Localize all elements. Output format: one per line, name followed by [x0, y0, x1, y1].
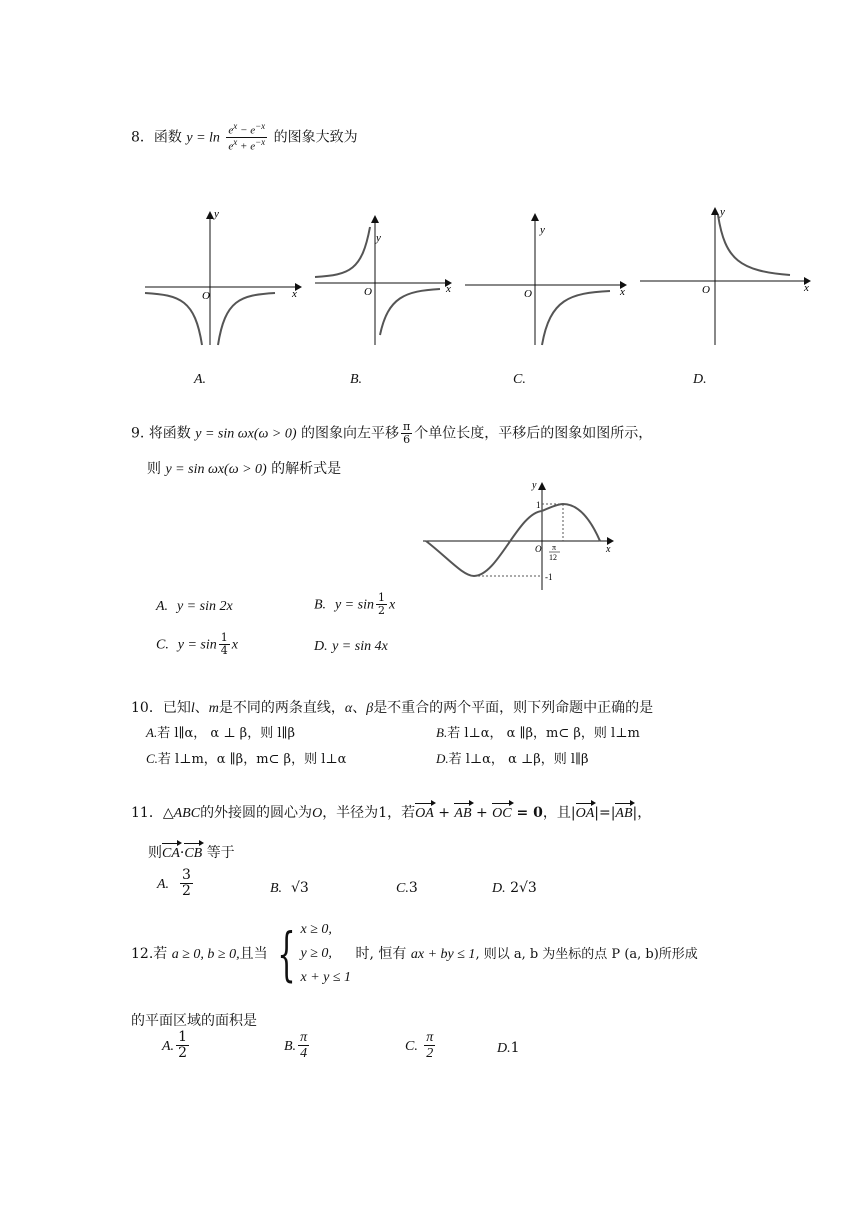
q8-stem [131, 122, 358, 153]
vector-oc: OC [492, 806, 512, 821]
q8-c-o-label: O [524, 288, 532, 300]
q8-option-d[interactable]: D. [693, 372, 707, 387]
vector-ab: AB [454, 806, 472, 821]
q8-option-b[interactable]: B. [350, 372, 363, 387]
q12-option-c[interactable]: C. $\frac{\pi}{2}$ [405, 1030, 434, 1062]
q12-option-d[interactable]: D.1 [497, 1040, 520, 1056]
q11-stem: 11．△ABC的外接圆的圆心为O，半径为1，若OA + AB + OC = 0，且|OA|=|AB|， [131, 805, 652, 821]
q11-option-c[interactable]: C.3 [396, 880, 418, 896]
q8-b-x-label: x [446, 283, 451, 295]
q9-text-b: 的图象向左平移 [300, 425, 399, 442]
q8-graph-b [315, 215, 452, 345]
q8-func-eq: = ln [192, 130, 220, 146]
q9-text-a: 将函数 [148, 425, 191, 442]
q9-text-2a: 则 [147, 461, 161, 477]
q11-option-d[interactable]: D. 2√3 [492, 880, 537, 896]
vector-oa: OA [415, 806, 434, 821]
q9-y-label: y [532, 480, 537, 491]
vector-ab-2: AB [615, 806, 633, 821]
q12-brace: { [276, 920, 296, 988]
q11-option-a[interactable]: A. $\frac{3}{2}$ [157, 867, 191, 900]
q9-neg-one-label: -1 [545, 572, 553, 582]
q8-c-x-label: x [620, 286, 625, 298]
q8-option-c[interactable]: C. [513, 372, 526, 387]
q10-number: 10． [131, 700, 163, 716]
q12-number: 12. [131, 946, 154, 962]
q9-func: y = sin ωx(ω > 0) [195, 426, 297, 442]
vector-ca: CA [162, 846, 180, 861]
q9-x-label: x [606, 544, 611, 555]
q9-shift-fraction: $\frac{\pi}{6}$ [402, 420, 411, 447]
vector-oa-2: OA [575, 806, 595, 821]
q8-fraction [226, 122, 267, 153]
q8-graph-a [145, 208, 302, 345]
q8-graphs [140, 205, 820, 355]
q12-system: x ≥ 0, y ≥ 0, x + y ≤ 1 [300, 922, 352, 985]
q9-option-c[interactable]: C. y = sin $\frac{1}{4}$ x [156, 631, 238, 658]
q8-func-y: y [186, 130, 193, 146]
q8-denominator: $e^x + e^{-x}$ [228, 136, 266, 153]
q9-pi-label: π [552, 543, 557, 552]
q9-graph [418, 478, 623, 593]
q8-a-o-label: O [202, 290, 210, 302]
q8-d-o-label: O [702, 284, 710, 296]
q9-option-a[interactable]: A. y = sin 2x [156, 599, 233, 614]
q9-line2 [147, 458, 341, 478]
q8-a-x-label: x [292, 288, 297, 300]
q8-c-y-label: y [540, 224, 545, 236]
q10-option-c[interactable]: C.若 l⊥m，α ∥β，m⊂ β，则 l⊥α [146, 751, 347, 767]
q9-line1 [131, 421, 652, 446]
q10-option-b[interactable]: B.若 l⊥α， α ∥β，m⊂ β，则 l⊥m [436, 725, 640, 741]
q9-text-2b: 的解析式是 [271, 461, 342, 477]
q8-suffix: 的图象大致为 [273, 129, 358, 146]
q8-graph-c [465, 213, 627, 345]
q10-option-d[interactable]: D.若 l⊥α， α ⊥β，则 l∥β [436, 751, 589, 767]
q11-option-b[interactable]: B. √3 [270, 880, 309, 896]
q8-b-y-label: y [376, 232, 381, 244]
q10-stem: 10．已知l、m是不同的两条直线，α、β是不重合的两个平面，则下列命题中正确的是 [131, 700, 654, 716]
q9-option-b[interactable]: B. y = sin $\frac{1}{2}$ x [314, 591, 396, 618]
q12-option-a[interactable]: A. $\frac{1}{2}$ [162, 1029, 187, 1062]
q10-option-a[interactable]: A.若 l∥α， α ⊥ β，则 l∥β [146, 725, 296, 741]
q8-graph-d [640, 206, 811, 345]
q8-b-o-label: O [364, 286, 372, 298]
q9-option-d[interactable]: D. y = sin 4x [314, 639, 388, 654]
q8-a-y-label: y [214, 208, 219, 220]
q8-option-a[interactable]: A. [194, 372, 207, 387]
vector-cb: CB [184, 846, 203, 861]
q9-func-2: y = sin ωx(ω > 0) [165, 462, 267, 477]
q12-stem: 12.若 a ≥ 0, b ≥ 0,且当 { x ≥ 0, y ≥ 0, x + y ≤ 1 时, 恒有 ax + by ≤ 1, 则以 a, b 为坐标的点 P (a, b)所形成 [131, 920, 698, 988]
q9-one-label: 1 [536, 500, 541, 510]
q11-number: 11． [131, 805, 163, 821]
q8-d-x-label: x [804, 282, 809, 294]
q8-number: 8． [131, 129, 154, 146]
q8-d-y-label: y [720, 206, 725, 218]
q12-line2: 的平面区域的面积是 [131, 1013, 257, 1029]
q8-prefix: 函数 [153, 129, 182, 146]
q11-line2: 则CA·CB 等于 [148, 845, 235, 861]
q12-option-b[interactable]: B. $\frac{\pi}{4}$ [284, 1030, 308, 1062]
q9-twelve-label: 12 [549, 553, 557, 562]
q8-numerator: $e^x - e^{-x}$ [228, 121, 266, 137]
q9-text-c: 个单位长度，平移后的图象如图所示， [414, 425, 653, 442]
q9-o-label: O [535, 544, 542, 554]
q9-number: 9. [131, 425, 145, 442]
